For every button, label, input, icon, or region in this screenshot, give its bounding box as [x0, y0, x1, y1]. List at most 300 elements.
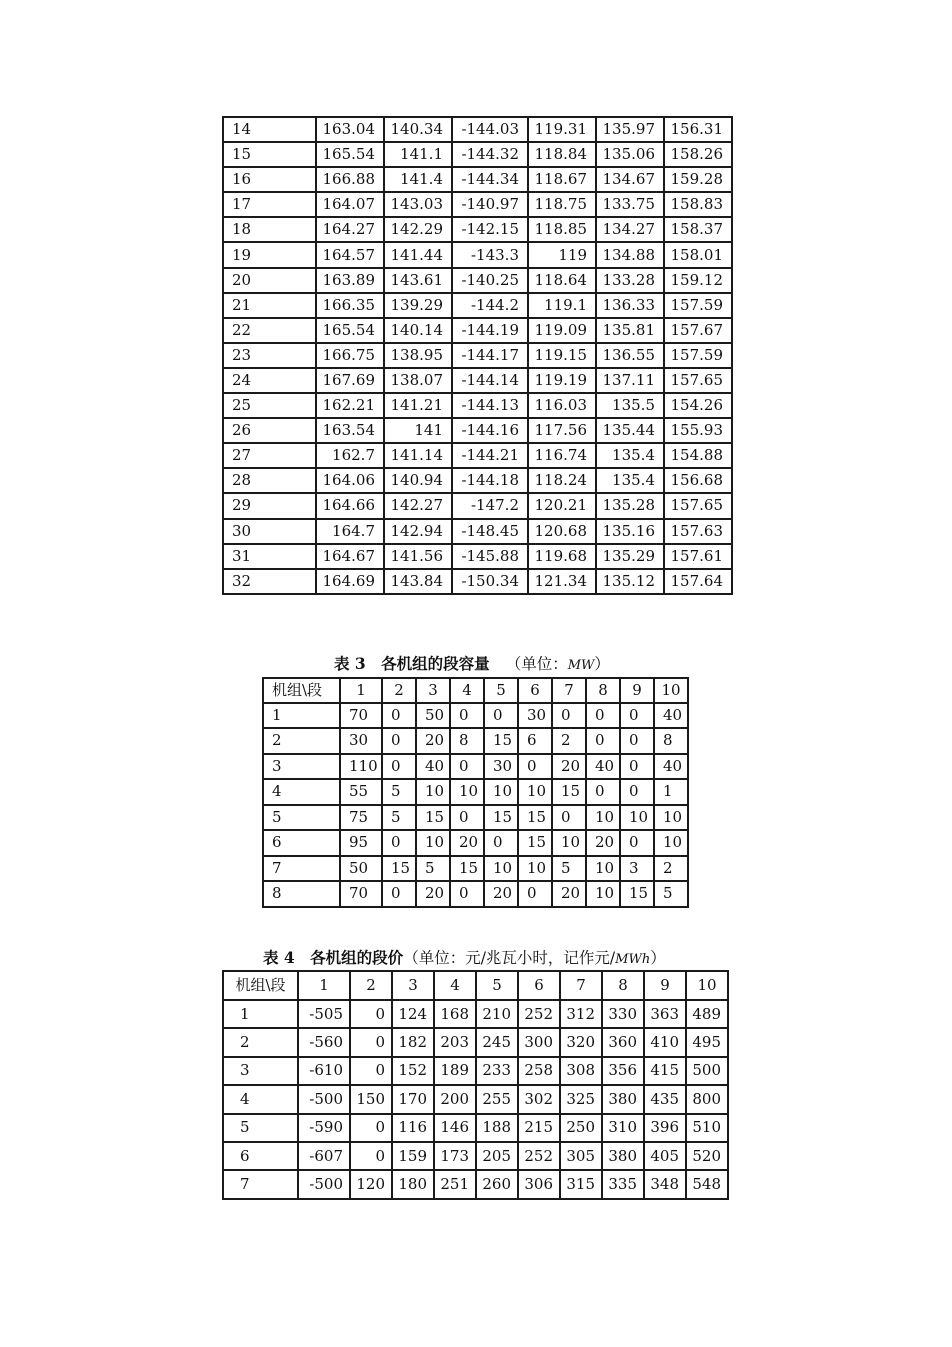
table-cell: 330 — [602, 1000, 644, 1028]
table-cell: 135.29 — [596, 544, 664, 569]
table-cell: 40 — [586, 754, 620, 780]
table-cell: -140.25 — [452, 268, 528, 293]
table-row — [223, 418, 732, 443]
row-label-cell: 29 — [223, 493, 316, 518]
table-row — [223, 544, 732, 569]
table-cell: 158.01 — [664, 242, 732, 267]
row-label-cell: 26 — [223, 418, 316, 443]
table-cell: 159 — [392, 1142, 434, 1170]
table-cell: 8 — [654, 728, 688, 754]
table-cell: 167.69 — [316, 368, 384, 393]
header-cell: 3 — [416, 678, 450, 703]
table-cell: 15 — [552, 779, 586, 805]
table-cell: 10 — [654, 830, 688, 856]
table-cell: 140.94 — [384, 468, 452, 493]
table-cell: 118.67 — [528, 167, 596, 192]
table-cell: 135.97 — [596, 117, 664, 142]
row-label-cell: 1 — [263, 703, 340, 729]
table-cell: 15 — [620, 881, 654, 907]
table-cell: 20 — [552, 881, 586, 907]
table-cell: 116.74 — [528, 443, 596, 468]
table-cell: 55 — [340, 779, 382, 805]
table-cell: 215 — [518, 1114, 560, 1142]
table-cell: 10 — [416, 779, 450, 805]
table-cell: 0 — [518, 754, 552, 780]
table-cell: 140.14 — [384, 318, 452, 343]
table4-body — [223, 971, 728, 1199]
table-row — [223, 318, 732, 343]
continuation-data-table — [222, 116, 733, 595]
table-row — [223, 142, 732, 167]
table-cell: 166.75 — [316, 343, 384, 368]
table-cell: 189 — [434, 1057, 476, 1085]
table-cell: 142.29 — [384, 217, 452, 242]
table-cell: 10 — [416, 830, 450, 856]
header-cell: 9 — [644, 971, 686, 1000]
table-cell: 0 — [620, 728, 654, 754]
header-cell: 2 — [382, 678, 416, 703]
table-cell: 20 — [586, 830, 620, 856]
table-row — [223, 493, 732, 518]
table-cell: 203 — [434, 1028, 476, 1056]
table-row — [223, 971, 728, 1000]
table-row — [223, 192, 732, 217]
table-cell: 141.21 — [384, 393, 452, 418]
table-cell: 335 — [602, 1170, 644, 1198]
table-cell: 0 — [350, 1028, 392, 1056]
table-row — [223, 519, 732, 544]
table-cell: 0 — [586, 779, 620, 805]
table-cell: 164.67 — [316, 544, 384, 569]
table-cell: 121.34 — [528, 569, 596, 594]
header-cell: 10 — [686, 971, 728, 1000]
row-label-cell: 18 — [223, 217, 316, 242]
table-cell: 157.59 — [664, 343, 732, 368]
table-cell: 10 — [518, 779, 552, 805]
table-cell: 110 — [340, 754, 382, 780]
table-cell: 116.03 — [528, 393, 596, 418]
table-cell: 154.88 — [664, 443, 732, 468]
row-label-cell: 5 — [263, 805, 340, 831]
table-cell: 258 — [518, 1057, 560, 1085]
header-cell: 9 — [620, 678, 654, 703]
table-cell: 5 — [654, 881, 688, 907]
table-cell: 164.27 — [316, 217, 384, 242]
table-cell: 435 — [644, 1085, 686, 1113]
table-row — [263, 856, 688, 882]
row-label-cell: 8 — [263, 881, 340, 907]
table-cell: 0 — [552, 703, 586, 729]
table-cell: 0 — [518, 881, 552, 907]
table-cell: 548 — [686, 1170, 728, 1198]
table-cell: -144.32 — [452, 142, 528, 167]
table-cell: 141 — [384, 418, 452, 443]
table-cell: 20 — [416, 728, 450, 754]
table-cell: 157.65 — [664, 368, 732, 393]
table-cell: 510 — [686, 1114, 728, 1142]
table-cell: 233 — [476, 1057, 518, 1085]
table-cell: 138.07 — [384, 368, 452, 393]
table-cell: 135.5 — [596, 393, 664, 418]
table-cell: 308 — [560, 1057, 602, 1085]
table-cell: 118.75 — [528, 192, 596, 217]
table-cell: 117.56 — [528, 418, 596, 443]
table-cell: 166.88 — [316, 167, 384, 192]
table-cell: -590 — [298, 1114, 350, 1142]
table-cell: 10 — [620, 805, 654, 831]
table-cell: 0 — [350, 1057, 392, 1085]
table-cell: 119.31 — [528, 117, 596, 142]
table-cell: 140.34 — [384, 117, 452, 142]
table-cell: 134.67 — [596, 167, 664, 192]
table-cell: 252 — [518, 1142, 560, 1170]
table-cell: 15 — [450, 856, 484, 882]
table-cell: 2 — [654, 856, 688, 882]
table-row — [223, 393, 732, 418]
table-cell: -144.2 — [452, 293, 528, 318]
table-cell: 118.85 — [528, 217, 596, 242]
table-cell: 15 — [382, 856, 416, 882]
table-cell: -505 — [298, 1000, 350, 1028]
table-cell: 70 — [340, 881, 382, 907]
table-cell: 15 — [484, 805, 518, 831]
table-cell: 158.26 — [664, 142, 732, 167]
header-cell: 5 — [476, 971, 518, 1000]
table-cell: 138.95 — [384, 343, 452, 368]
table-cell: 141.44 — [384, 242, 452, 267]
table-row — [263, 728, 688, 754]
table-cell: 205 — [476, 1142, 518, 1170]
table-cell: 118.24 — [528, 468, 596, 493]
table-cell: 166.35 — [316, 293, 384, 318]
row-label-cell: 15 — [223, 142, 316, 167]
table-cell: 396 — [644, 1114, 686, 1142]
table-cell: 312 — [560, 1000, 602, 1028]
table-cell: 0 — [350, 1000, 392, 1028]
table-cell: 135.12 — [596, 569, 664, 594]
table-cell: 305 — [560, 1142, 602, 1170]
table-cell: 141.56 — [384, 544, 452, 569]
table-cell: 410 — [644, 1028, 686, 1056]
table-cell: 200 — [434, 1085, 476, 1113]
table-cell: 146 — [434, 1114, 476, 1142]
header-cell: 4 — [450, 678, 484, 703]
table-cell: 40 — [654, 754, 688, 780]
table-cell: 120 — [350, 1170, 392, 1198]
table-cell: 135.4 — [596, 468, 664, 493]
table-cell: 133.28 — [596, 268, 664, 293]
table-cell: 180 — [392, 1170, 434, 1198]
table-cell: 70 — [340, 703, 382, 729]
header-cell: 机组\段 — [223, 971, 298, 1000]
header-cell: 机组\段 — [263, 678, 340, 703]
table-cell: 0 — [586, 728, 620, 754]
table-cell: 356 — [602, 1057, 644, 1085]
table-cell: 120.68 — [528, 519, 596, 544]
table-cell: 302 — [518, 1085, 560, 1113]
table-cell: 0 — [586, 703, 620, 729]
table-cell: 6 — [518, 728, 552, 754]
table-cell: 489 — [686, 1000, 728, 1028]
table-cell: 10 — [518, 856, 552, 882]
row-label-cell: 2 — [223, 1028, 298, 1056]
table-cell: -148.45 — [452, 519, 528, 544]
table-cell: 30 — [340, 728, 382, 754]
table-cell: 0 — [350, 1114, 392, 1142]
header-cell: 10 — [654, 678, 688, 703]
table-row — [263, 678, 688, 703]
table-cell: 415 — [644, 1057, 686, 1085]
table-cell: 10 — [586, 805, 620, 831]
table-cell: 0 — [620, 779, 654, 805]
table-cell: 255 — [476, 1085, 518, 1113]
table-cell: 15 — [484, 728, 518, 754]
table-row — [223, 1028, 728, 1056]
table-cell: 0 — [382, 728, 416, 754]
header-cell: 7 — [552, 678, 586, 703]
table-cell: 142.27 — [384, 493, 452, 518]
table-cell: -144.21 — [452, 443, 528, 468]
table-cell: 162.21 — [316, 393, 384, 418]
table-cell: 163.89 — [316, 268, 384, 293]
table-cell: 152 — [392, 1057, 434, 1085]
table-cell: 310 — [602, 1114, 644, 1142]
table-cell: 0 — [350, 1142, 392, 1170]
table-cell: 300 — [518, 1028, 560, 1056]
table-cell: 139.29 — [384, 293, 452, 318]
table-cell: 30 — [518, 703, 552, 729]
table-cell: 306 — [518, 1170, 560, 1198]
header-cell: 1 — [298, 971, 350, 1000]
header-cell: 2 — [350, 971, 392, 1000]
row-label-cell: 28 — [223, 468, 316, 493]
table-cell: 5 — [552, 856, 586, 882]
table-cell: 8 — [450, 728, 484, 754]
table-cell: -144.19 — [452, 318, 528, 343]
table-cell: -144.14 — [452, 368, 528, 393]
header-cell: 8 — [586, 678, 620, 703]
table-cell: -144.17 — [452, 343, 528, 368]
table-cell: -144.34 — [452, 167, 528, 192]
table-cell: 133.75 — [596, 192, 664, 217]
table-cell: -610 — [298, 1057, 350, 1085]
table-cell: 0 — [484, 830, 518, 856]
table-cell: 141.14 — [384, 443, 452, 468]
row-label-cell: 3 — [223, 1057, 298, 1085]
table-cell: 0 — [450, 881, 484, 907]
table-cell: -150.34 — [452, 569, 528, 594]
table-cell: 156.68 — [664, 468, 732, 493]
table-cell: 141.4 — [384, 167, 452, 192]
table-cell: 164.7 — [316, 519, 384, 544]
table-cell: 135.16 — [596, 519, 664, 544]
table-cell: 325 — [560, 1085, 602, 1113]
table-row — [223, 268, 732, 293]
table-cell: 800 — [686, 1085, 728, 1113]
row-label-cell: 17 — [223, 192, 316, 217]
table-cell: 157.67 — [664, 318, 732, 343]
table-row — [223, 343, 732, 368]
continuation-table-body — [223, 117, 732, 594]
row-label-cell: 30 — [223, 519, 316, 544]
table-cell: 137.11 — [596, 368, 664, 393]
table-cell: 20 — [416, 881, 450, 907]
row-label-cell: 5 — [223, 1114, 298, 1142]
table-cell: 170 — [392, 1085, 434, 1113]
table-cell: 0 — [620, 754, 654, 780]
table-cell: -560 — [298, 1028, 350, 1056]
table-cell: 20 — [484, 881, 518, 907]
table-row — [263, 754, 688, 780]
header-cell: 6 — [518, 971, 560, 1000]
table-row — [223, 468, 732, 493]
row-label-cell: 31 — [223, 544, 316, 569]
table-cell: -144.13 — [452, 393, 528, 418]
table-row — [263, 830, 688, 856]
table-cell: 0 — [382, 830, 416, 856]
table-cell: 5 — [382, 779, 416, 805]
table-cell: 119.09 — [528, 318, 596, 343]
table-cell: 182 — [392, 1028, 434, 1056]
table-cell: 1 — [654, 779, 688, 805]
table-cell: -144.03 — [452, 117, 528, 142]
table-cell: 135.81 — [596, 318, 664, 343]
table-cell: 360 — [602, 1028, 644, 1056]
table-cell: 156.31 — [664, 117, 732, 142]
table-cell: 155.93 — [664, 418, 732, 443]
table-cell: 124 — [392, 1000, 434, 1028]
table-cell: -144.16 — [452, 418, 528, 443]
table-row — [263, 881, 688, 907]
table-row — [223, 569, 732, 594]
table-cell: 143.84 — [384, 569, 452, 594]
table-row — [223, 242, 732, 267]
table-cell: 164.66 — [316, 493, 384, 518]
row-label-cell: 7 — [263, 856, 340, 882]
table-cell: 163.04 — [316, 117, 384, 142]
table-cell: 168 — [434, 1000, 476, 1028]
table-cell: 116 — [392, 1114, 434, 1142]
table-cell: 95 — [340, 830, 382, 856]
table-cell: 157.61 — [664, 544, 732, 569]
table-cell: 157.64 — [664, 569, 732, 594]
table-cell: 0 — [382, 881, 416, 907]
table-cell: 150 — [350, 1085, 392, 1113]
table-cell: 500 — [686, 1057, 728, 1085]
table-cell: 162.7 — [316, 443, 384, 468]
table-cell: 157.59 — [664, 293, 732, 318]
table-cell: 10 — [586, 881, 620, 907]
table-row — [223, 1114, 728, 1142]
table-cell: 0 — [620, 703, 654, 729]
row-label-cell: 25 — [223, 393, 316, 418]
table-cell: 10 — [586, 856, 620, 882]
table-cell: 3 — [620, 856, 654, 882]
table-cell: 5 — [382, 805, 416, 831]
table-cell: 348 — [644, 1170, 686, 1198]
table-cell: 164.57 — [316, 242, 384, 267]
table-cell: 380 — [602, 1142, 644, 1170]
header-cell: 1 — [340, 678, 382, 703]
table-cell: 315 — [560, 1170, 602, 1198]
table-cell: -500 — [298, 1085, 350, 1113]
table-cell: -143.3 — [452, 242, 528, 267]
table-cell: 0 — [552, 805, 586, 831]
table-row — [263, 779, 688, 805]
table-cell: 0 — [450, 703, 484, 729]
row-label-cell: 6 — [223, 1142, 298, 1170]
row-label-cell: 1 — [223, 1000, 298, 1028]
table-cell: 0 — [620, 830, 654, 856]
row-label-cell: 23 — [223, 343, 316, 368]
table-row — [223, 1170, 728, 1198]
table-cell: 10 — [654, 805, 688, 831]
header-cell: 5 — [484, 678, 518, 703]
table-cell: 50 — [340, 856, 382, 882]
table-cell: 173 — [434, 1142, 476, 1170]
table-cell: 119.15 — [528, 343, 596, 368]
table-cell: 210 — [476, 1000, 518, 1028]
table-cell: 188 — [476, 1114, 518, 1142]
table-cell: 320 — [560, 1028, 602, 1056]
table3-caption: 表 3 各机组的段容量 （单位：MW） — [334, 654, 610, 673]
table-cell: 136.55 — [596, 343, 664, 368]
table-row — [223, 293, 732, 318]
table-cell: 0 — [450, 805, 484, 831]
table-row — [263, 703, 688, 729]
table-cell: 164.06 — [316, 468, 384, 493]
table-cell: 405 — [644, 1142, 686, 1170]
table-cell: -140.97 — [452, 192, 528, 217]
table-cell: 0 — [450, 754, 484, 780]
row-label-cell: 20 — [223, 268, 316, 293]
table-cell: 159.12 — [664, 268, 732, 293]
table-cell: 10 — [450, 779, 484, 805]
table-cell: 158.83 — [664, 192, 732, 217]
table-cell: 119.19 — [528, 368, 596, 393]
header-cell: 3 — [392, 971, 434, 1000]
row-label-cell: 32 — [223, 569, 316, 594]
table-cell: 363 — [644, 1000, 686, 1028]
header-cell: 7 — [560, 971, 602, 1000]
table-cell: 118.64 — [528, 268, 596, 293]
table-cell: 165.54 — [316, 318, 384, 343]
row-label-cell: 21 — [223, 293, 316, 318]
table-cell: 0 — [382, 754, 416, 780]
table-cell: -142.15 — [452, 217, 528, 242]
row-label-cell: 4 — [223, 1085, 298, 1113]
table-cell: 165.54 — [316, 142, 384, 167]
table-cell: 75 — [340, 805, 382, 831]
table-cell: -607 — [298, 1142, 350, 1170]
table-cell: 163.54 — [316, 418, 384, 443]
row-label-cell: 24 — [223, 368, 316, 393]
table-cell: 250 — [560, 1114, 602, 1142]
row-label-cell: 7 — [223, 1170, 298, 1198]
table-cell: 119 — [528, 242, 596, 267]
table-cell: 154.26 — [664, 393, 732, 418]
table-cell: 159.28 — [664, 167, 732, 192]
table-cell: 10 — [484, 779, 518, 805]
table-row — [223, 368, 732, 393]
table-cell: 134.88 — [596, 242, 664, 267]
table-cell: 15 — [416, 805, 450, 831]
table-cell: 158.37 — [664, 217, 732, 242]
table-row — [263, 805, 688, 831]
table-cell: 134.27 — [596, 217, 664, 242]
table-cell: -500 — [298, 1170, 350, 1198]
table-cell: 118.84 — [528, 142, 596, 167]
